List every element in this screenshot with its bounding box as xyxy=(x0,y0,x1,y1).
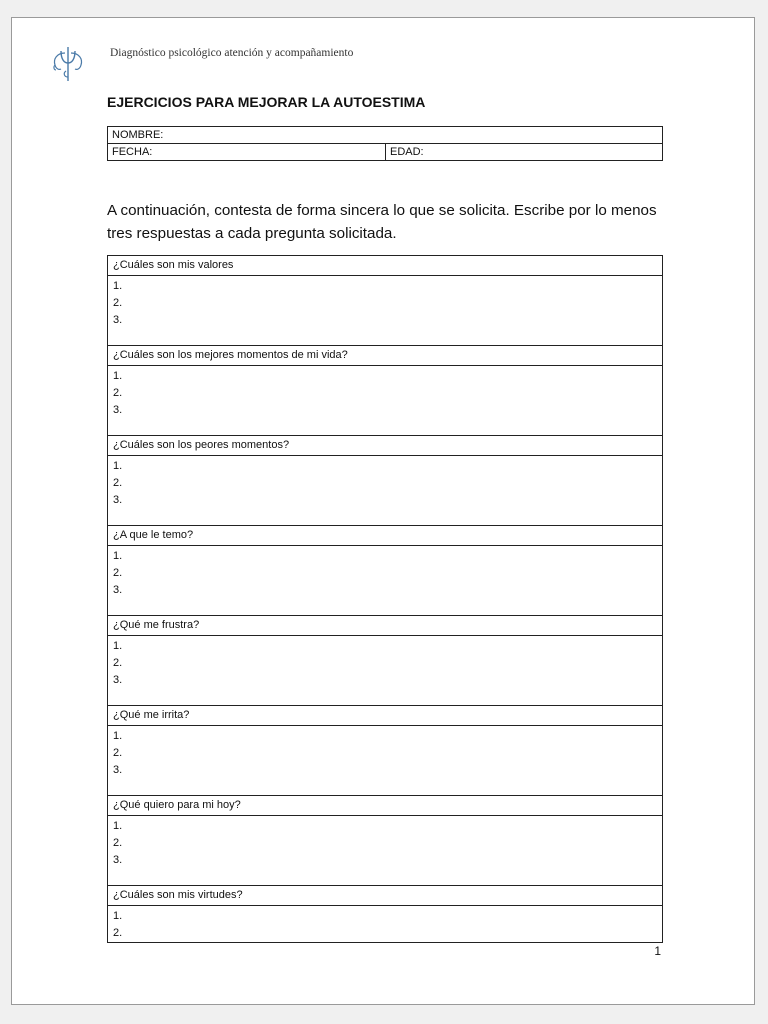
answer-line: 2. xyxy=(113,657,123,669)
answer-line: 2. xyxy=(113,927,123,939)
answer-row xyxy=(108,726,663,796)
question-row xyxy=(108,886,663,906)
answer-line: 1. xyxy=(113,730,123,742)
answer-row xyxy=(108,816,663,886)
info-table xyxy=(107,126,663,161)
answer-line: 3. xyxy=(113,314,123,326)
answer-area[interactable] xyxy=(108,456,663,526)
intro-text: A continuación, contesta de forma sincera lo que se solicita. Escribe por lo menos tres respuestas a cada pregunta solicitada. xyxy=(107,202,657,242)
question-row xyxy=(108,526,663,546)
answer-area[interactable] xyxy=(108,366,663,436)
question-row xyxy=(108,436,663,456)
question-label: ¿Cuáles son mis valores xyxy=(108,256,663,276)
answer-line: 3. xyxy=(113,854,123,866)
question-label: ¿Cuáles son los mejores momentos de mi vida? xyxy=(108,346,663,366)
answer-line: 1. xyxy=(113,280,123,292)
answer-row xyxy=(108,636,663,706)
question-row xyxy=(108,256,663,276)
edad-field[interactable]: EDAD: xyxy=(386,144,663,161)
answer-line: 1. xyxy=(113,910,123,922)
answer-area[interactable] xyxy=(108,636,663,706)
answer-row xyxy=(108,906,663,943)
answer-line: 3. xyxy=(113,494,123,506)
answer-area[interactable] xyxy=(108,906,663,943)
question-label: ¿Qué quiero para mi hoy? xyxy=(108,796,663,816)
question-row xyxy=(108,706,663,726)
question-label: ¿Qué me frustra? xyxy=(108,616,663,636)
answer-line: 1. xyxy=(113,640,123,652)
answer-line: 1. xyxy=(113,820,123,832)
question-row xyxy=(108,616,663,636)
answer-line: 2. xyxy=(113,387,123,399)
answer-line: 2. xyxy=(113,567,123,579)
question-row xyxy=(108,346,663,366)
header-text: Diagnóstico psicológico atención y acompañamiento xyxy=(110,47,354,59)
question-label: ¿Qué me irrita? xyxy=(108,706,663,726)
answer-row xyxy=(108,546,663,616)
answer-row xyxy=(108,276,663,346)
answer-line: 3. xyxy=(113,584,123,596)
page-number: 1 xyxy=(654,944,661,958)
answer-line: 2. xyxy=(113,837,123,849)
answer-row xyxy=(108,456,663,526)
answer-line: 3. xyxy=(113,404,123,416)
fecha-field[interactable]: FECHA: xyxy=(108,144,386,161)
question-label: ¿Cuáles son mis virtudes? xyxy=(108,886,663,906)
psi-tree-logo-icon xyxy=(51,43,85,83)
answer-line: 1. xyxy=(113,460,123,472)
answer-area[interactable] xyxy=(108,546,663,616)
answer-line: 1. xyxy=(113,550,123,562)
answer-line: 2. xyxy=(113,297,123,309)
answer-row xyxy=(108,366,663,436)
answer-area[interactable] xyxy=(108,816,663,886)
answer-area[interactable] xyxy=(108,726,663,796)
answer-line: 2. xyxy=(113,747,123,759)
answer-line: 3. xyxy=(113,674,123,686)
answer-line: 2. xyxy=(113,477,123,489)
question-row xyxy=(108,796,663,816)
answer-area[interactable] xyxy=(108,276,663,346)
nombre-field[interactable]: NOMBRE: xyxy=(108,127,663,144)
questions-table xyxy=(107,255,663,943)
question-label: ¿A que le temo? xyxy=(108,526,663,546)
answer-line: 3. xyxy=(113,764,123,776)
document-page xyxy=(11,17,755,1005)
page-title: EJERCICIOS PARA MEJORAR LA AUTOESTIMA xyxy=(107,94,426,110)
answer-line: 1. xyxy=(113,370,123,382)
question-label: ¿Cuáles son los peores momentos? xyxy=(108,436,663,456)
